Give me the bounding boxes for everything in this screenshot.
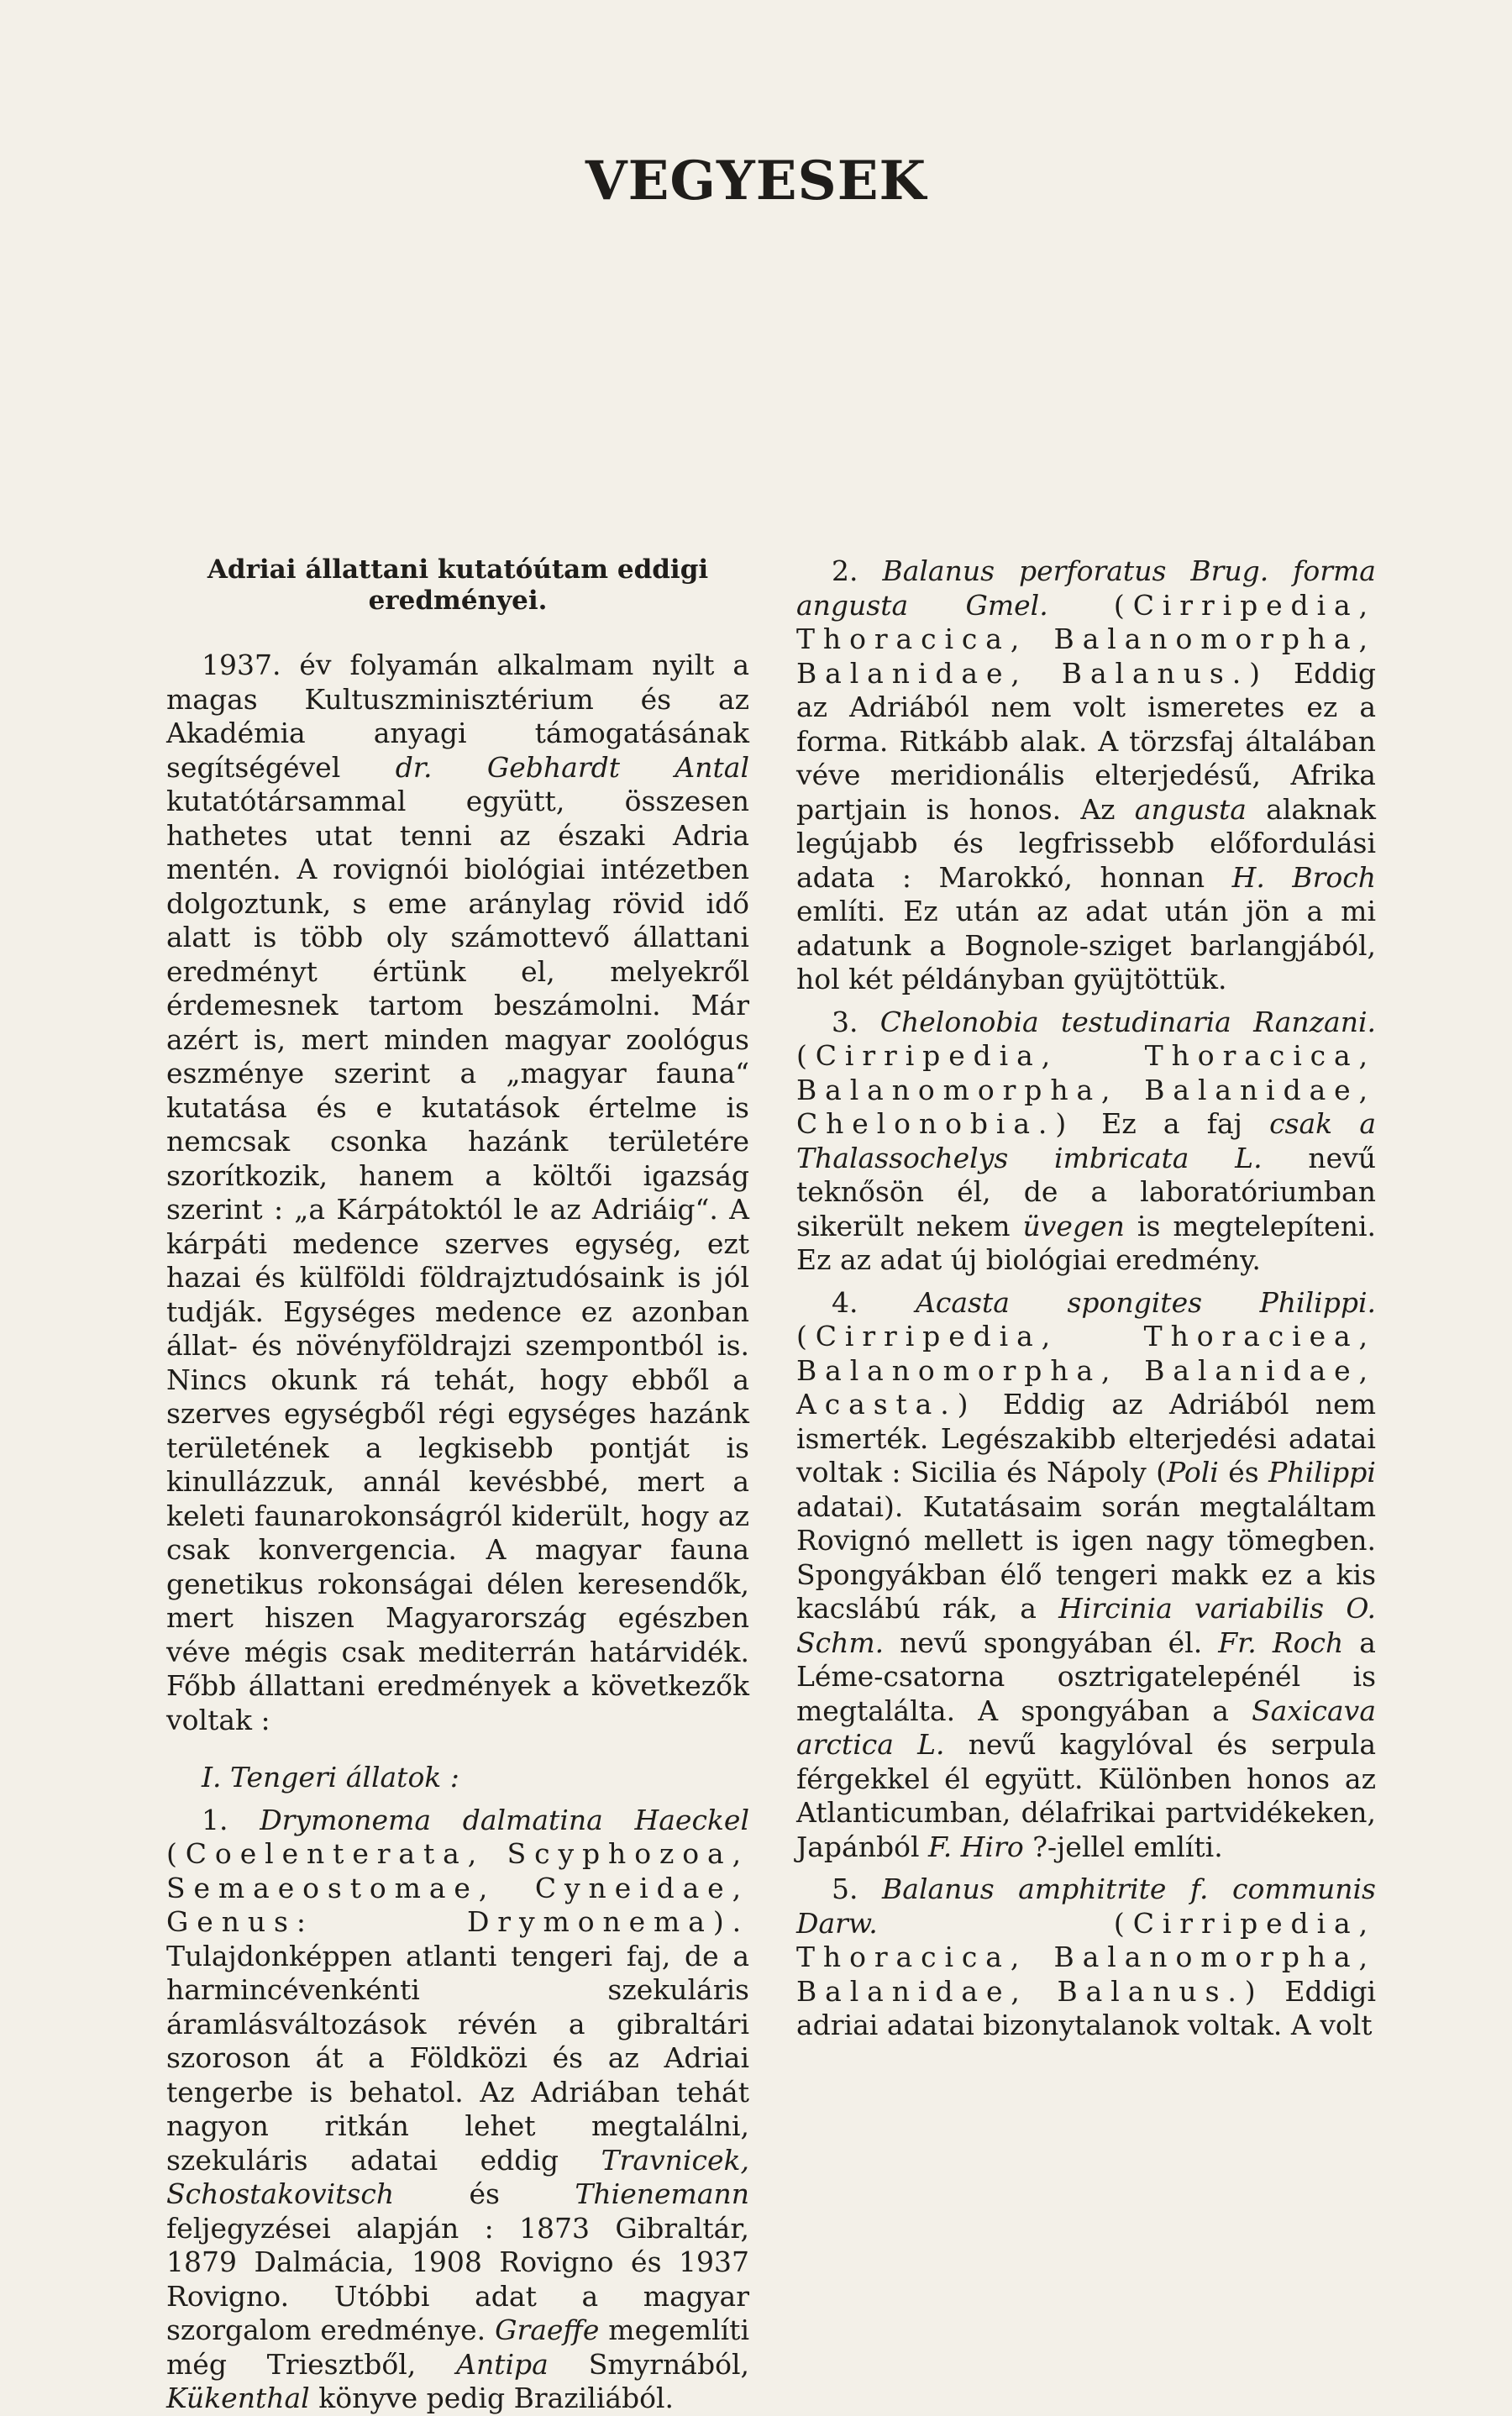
item-3-paragraph: 3. Chelonobia testudinaria Ranzani. (Cirripedia, Thoracica, Balanomorpha, Balanidae, Chelonobia.) Ez a faj csak a Thalassochelys imbricata L. nevű teknősön él, de a laboratóriumban sikerült nekem üvegen is megtelepíteni. Ez az adat új biológiai eredmény. bbox=[796, 1005, 1376, 1276]
intro-paragraph: 1937. év folyamán alkalmam nyilt a magas Kultuszminisztérium és az Akadémia anyagi támogatásának segítségével dr. Gebhardt Antal kutatótársammal együtt, összesen hathetes utat tenni az északi Adria mentén. A rovignói biológiai intézetben dolgoztunk, s eme aránylag rövid idő alatt is több oly számottevő állattani eredményt értünk el, melyekről érdemesnek tartom beszámolni. Már azért is, mert minden magyar zoológus eszménye szerint a „magyar fauna“ kutatása és e kutatások értelme is nemcsak csonka hazánk területére szorítkozik, hanem a költői igazság szerint : „a Kárpátoktól le az Adriáig“. A kárpáti medence szerves egység, ezt hazai és külföldi földrajztudósaink is jól tudják. Egységes medence ez azonban állat- és növényföldrajzi szempontból is. Nincs okunk rá tehát, hogy ebből a szerves egységből régi egységes hazánk területének a legkisebb pontját is kinullázzuk, annál kevésbbé, mert a keleti faunarokonságról kiderült, hogy az csak konvergencia. A magyar fauna genetikus rokonságai délen keresendők, mert hiszen Magyarország egészben véve mégis csak mediterrán határvidék. Főbb állattani eredmények a következők voltak : bbox=[166, 649, 749, 1736]
left-column bbox=[166, 554, 749, 2416]
item-4-paragraph: 4. Acasta spongites Philippi. (Cirripedia, Thoraciea, Balanomorpha, Balanidae, Acasta.) Eddig az Adriából nem ismerték. Legészakibb elterjedési adatai voltak : Sicilia és Nápoly (Poli és Philippi adatai). Kutatásaim során megtaláltam Rovignó mellett is igen nagy tömegben. Spongyákban élő tengeri makk ez a kis kacslábú rák, a Hircinia variabilis O. Schm. nevű spongyában él. Fr. Roch a Léme-csatorna osztrigatelepénél is megtalálta. A spongyában a Saxicava arctica L. nevű kagylóval és serpula férgekkel él együtt. Különben honos az Atlanticumban, délafrikai partvidékeken, Japánból F. Hiro ?-jellel említi. bbox=[796, 1285, 1376, 1863]
section-title: VEGYESEK bbox=[585, 150, 927, 213]
section-heading: I. Tengeri állatok : bbox=[202, 1761, 459, 1794]
item-1-paragraph: 1. Drymonema dalmatina Haeckel (Coelenterata, Scyphozoa, Semaeostomae, Cyneidae, Genus: Drymonema). Tulajdonképpen atlanti tengeri faj, de a harmincévenkénti szekuláris áramlásváltozások révén a gibraltári szoroson át a Földközi és az Adriai tengerbe is behatol. Az Adriában tehát nagyon ritkán lehet megtalálni, szekuláris adatai eddig Travnicek, Schostakovitsch és Thienemann feljegyzései alapján : 1873 Gibraltár, 1879 Dalmácia, 1908 Rovigno és 1937 Rovigno. Utóbbi adat a magyar szorgalom eredménye. Graeffe megemlíti még Triesztből, Antipa Smyrnából, Kükenthal könyve pedig Braziliából. bbox=[166, 1803, 750, 2414]
article-title: Adriai állattani kutatóútam eddigi eredményei. bbox=[207, 554, 709, 616]
right-column bbox=[796, 554, 1376, 2043]
item-5-paragraph: 5. Balanus amphitrite f. communis Darw. (Cirripedia, Thoracica, Balanomorpha, Balanidae, Balanus.) Eddigi adriai adatai bizonytalanok voltak. A volt bbox=[796, 1872, 1377, 2041]
item-2-paragraph: 2. Balanus perforatus Brug. forma angusta Gmel. (Cirripedia, Thoracica, Balanomorpha, Balanidae, Balanus.) Eddig az Adriából nem volt ismeretes ez a forma. Ritkább alak. A törzsfaj általában véve meridionális elterjedésű, Afrika partjain is honos. Az angusta alaknak legújabb és legfrissebb előfordulási adata : Marokkó, honnan H. Broch említi. Ez után az adat után jön a mi adatunk a Bognole-sziget barlangjából, hol két példányban gyüjtöttük. bbox=[796, 554, 1377, 995]
